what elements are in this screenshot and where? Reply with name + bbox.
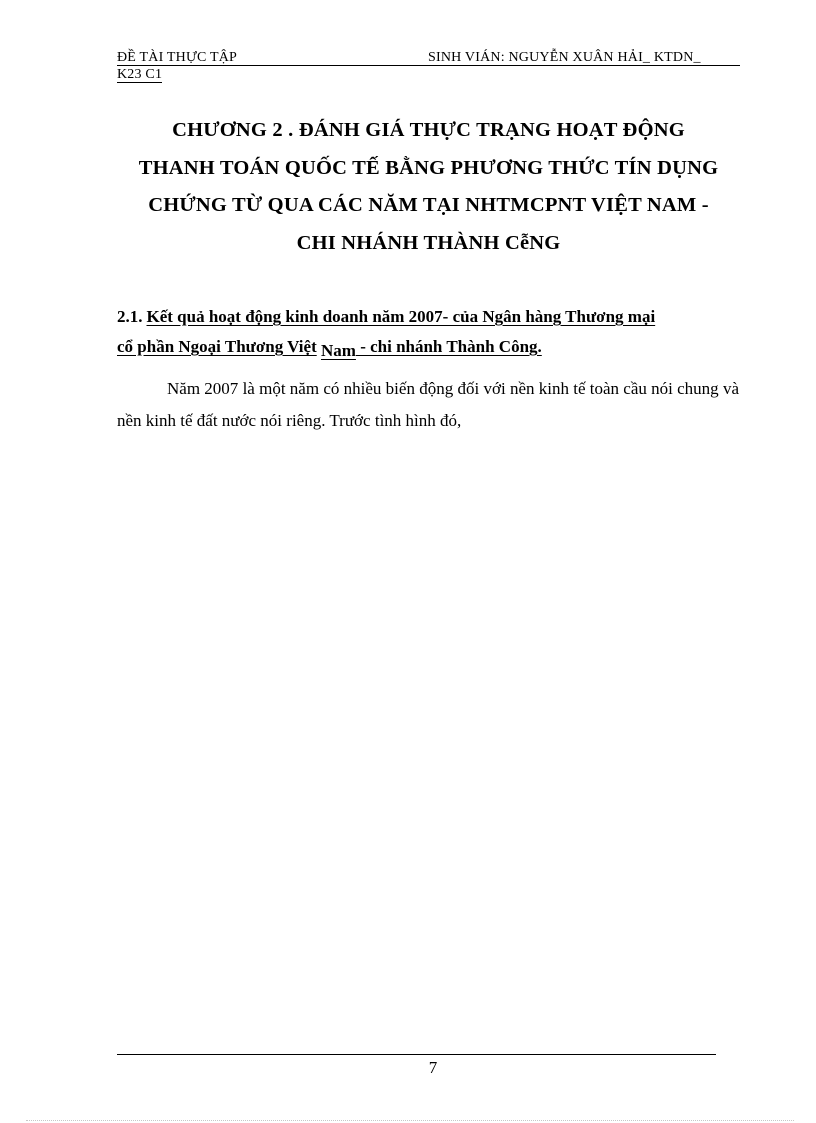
section-number: 2.1. — [117, 307, 143, 326]
chapter-title — [117, 112, 740, 262]
header-student-label: SINH VIÁN: NGUYỄN XUÂN HẢI_ KTDN_ — [428, 50, 701, 65]
chapter-title-line: THANH TOÁN QUỐC TẾ BẰNG PHƯƠNG THỨC TÍN DỤNG — [138, 156, 719, 179]
chapter-title-line: CHI NHÁNH THÀNH CễNG — [296, 231, 561, 254]
section-title-part: Nam — [320, 341, 356, 360]
page-header — [117, 48, 740, 83]
section-heading — [117, 302, 747, 362]
footer-divider — [117, 1054, 716, 1055]
body-paragraph: Năm 2007 là một năm có nhiều biến động đối với nền kinh tế toàn cầu nói chung và nền kinh tế đất nước nói riêng. Trước tình hình đó, — [117, 379, 739, 430]
chapter-title-line: CHỨNG TỪ QUA CÁC NĂM TẠI NHTMCPNT VIỆT NAM - — [148, 194, 709, 216]
section-title-part: Kết quả hoạt động kinh doanh năm 2007- của Ngân hàng Thương mại — [146, 307, 656, 326]
header-first-line — [117, 48, 740, 66]
page-number: 7 — [428, 1058, 438, 1077]
page-edge-divider — [26, 1120, 794, 1121]
chapter-title-line: CHƯƠNG 2 . ĐÁNH GIÁ THỰC TRẠNG HOẠT ĐỘNG — [172, 119, 685, 141]
header-class-label: K23 C1 — [117, 67, 163, 82]
header-topic-label: ĐỀ TÀI THỰC TẬP — [117, 50, 238, 65]
section-title-part: - chi nhánh Thành Công. — [355, 337, 542, 356]
section-title-part: cổ phần Ngoại Thương Việt — [117, 337, 317, 356]
